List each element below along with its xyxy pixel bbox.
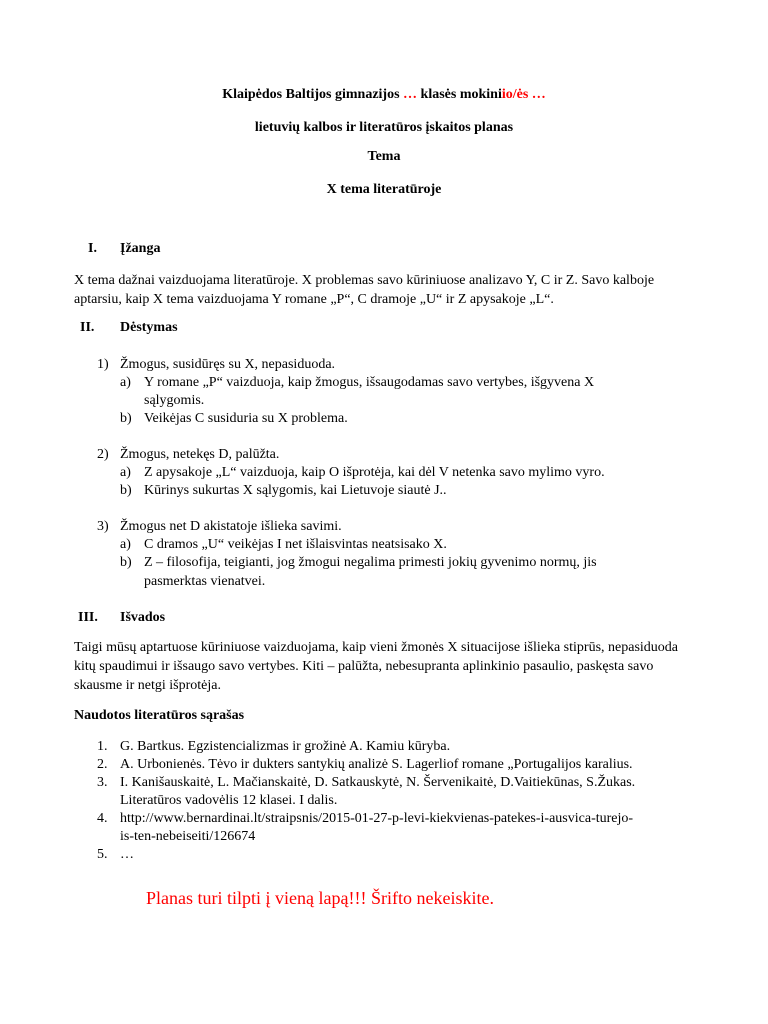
- point-text: Žmogus net D akistatoje išlieka savimi.: [120, 519, 342, 534]
- formatting-warning-note: Planas turi tilpti į vieną lapą!!! Šrifto nekeiskite.: [146, 888, 494, 908]
- school-name: Klaipėdos Baltijos gimnazijos: [222, 87, 404, 102]
- reference-number: 4.: [97, 811, 108, 826]
- sub-point-letter: b): [120, 483, 132, 498]
- references-title: Naudotos literatūros sąrašas: [74, 708, 245, 723]
- section-body-number: II.: [80, 320, 95, 335]
- sub-point-text: C dramos „U“ veikėjas I net išlaisvintas neatsisako X.: [144, 537, 447, 552]
- sub-point-letter: a): [120, 465, 131, 480]
- sub-point-letter: a): [120, 537, 131, 552]
- reference-text: G. Bartkus. Egzistencializmas ir grožinė A. Kamiu kūryba.: [120, 739, 451, 754]
- section-body-title: Dėstymas: [120, 320, 178, 335]
- sub-point-text-continued: sąlygomis.: [144, 393, 205, 408]
- student-suffix-placeholder: io/ės …: [501, 87, 546, 102]
- point-number: 2): [97, 447, 109, 462]
- reference-number: 1.: [97, 739, 108, 754]
- point-text: Žmogus, netekęs D, palūžta.: [120, 447, 280, 462]
- reference-link: http://www.bernardinai.lt/straipsnis/2015-01-27-p-levi-kiekvienas-patekes-i-ausvica-turejo-: [120, 811, 634, 826]
- reference-text: …: [120, 847, 134, 862]
- sub-point-text: Y romane „P“ vaizduoja, kaip žmogus, išsaugodamas savo vertybes, išgyvena X: [144, 375, 595, 390]
- section-intro-text: X tema dažnai vaizduojama literatūroje. X problemas savo kūriniuose analizavo Y, C ir Z. Savo kalboje aptarsiu, kaip X tema vaizduojama Y romane „P“, C dramoje „U“ ir Z apysakoje „L“.: [74, 273, 655, 307]
- section-intro-number: I.: [88, 241, 97, 256]
- reference-text: I. Kanišauskaitė, L. Mačianskaitė, D. Satkauskytė, N. Šervenikaitė, D.Vaitiekūnas, S.Žukas.: [120, 775, 636, 790]
- reference-number: 3.: [97, 775, 108, 790]
- section-conclusion-title: Išvados: [120, 610, 166, 625]
- document-header-line1: [0, 86, 768, 104]
- sub-point-text-continued: pasmerktas vienatvei.: [144, 574, 266, 589]
- sub-point-text: Kūrinys sukurtas X sąlygomis, kai Lietuvoje siautė J..: [144, 483, 447, 498]
- section-intro-title: Įžanga: [120, 241, 161, 256]
- student-label: klasės mokini: [417, 87, 502, 102]
- sub-point-text: Z apysakoje „L“ vaizduoja, kaip O išprotėja, kai dėl V netenka savo mylimo vyro.: [144, 465, 605, 480]
- section-conclusion-text: Taigi mūsų aptartuose kūriniuose vaizduojama, kaip vieni žmonės X situacijose išlieka stiprūs, nepasiduoda kitų spaudimui ir išsaugo savo vertybes. Kiti – palūžta, nebesupranta aplinkinio pasaulio, paskęsta savo skausme ir netgi išprotėja.: [74, 640, 678, 693]
- reference-text-continued: Literatūros vadovėlis 12 klasei. I dalis.: [120, 793, 338, 808]
- theme-title: X tema literatūroje: [326, 182, 442, 197]
- reference-number: 2.: [97, 757, 108, 772]
- reference-link-continued: is-ten-nebeiseiti/126674: [120, 829, 256, 844]
- reference-number: 5.: [97, 847, 108, 862]
- point-number: 1): [97, 357, 109, 372]
- sub-point-text: Veikėjas C susiduria su X problema.: [144, 411, 348, 426]
- reference-text: A. Urbonienės. Tėvo ir dukters santykių analizė S. Lagerliof romane „Portugalijos karalius.: [120, 757, 633, 772]
- theme-label: Tema: [367, 149, 401, 164]
- sub-point-letter: a): [120, 375, 131, 390]
- section-conclusion-number: III.: [78, 610, 98, 625]
- point-number: 3): [97, 519, 109, 534]
- sub-point-letter: b): [120, 555, 132, 570]
- plan-title: lietuvių kalbos ir literatūros įskaitos planas: [254, 120, 514, 135]
- class-placeholder: …: [403, 87, 418, 102]
- sub-point-letter: b): [120, 411, 132, 426]
- sub-point-text: Z – filosofija, teigianti, jog žmogui negalima primesti jokių gyvenimo normų, jis: [144, 555, 597, 570]
- point-text: Žmogus, susidūręs su X, nepasiduoda.: [120, 357, 336, 372]
